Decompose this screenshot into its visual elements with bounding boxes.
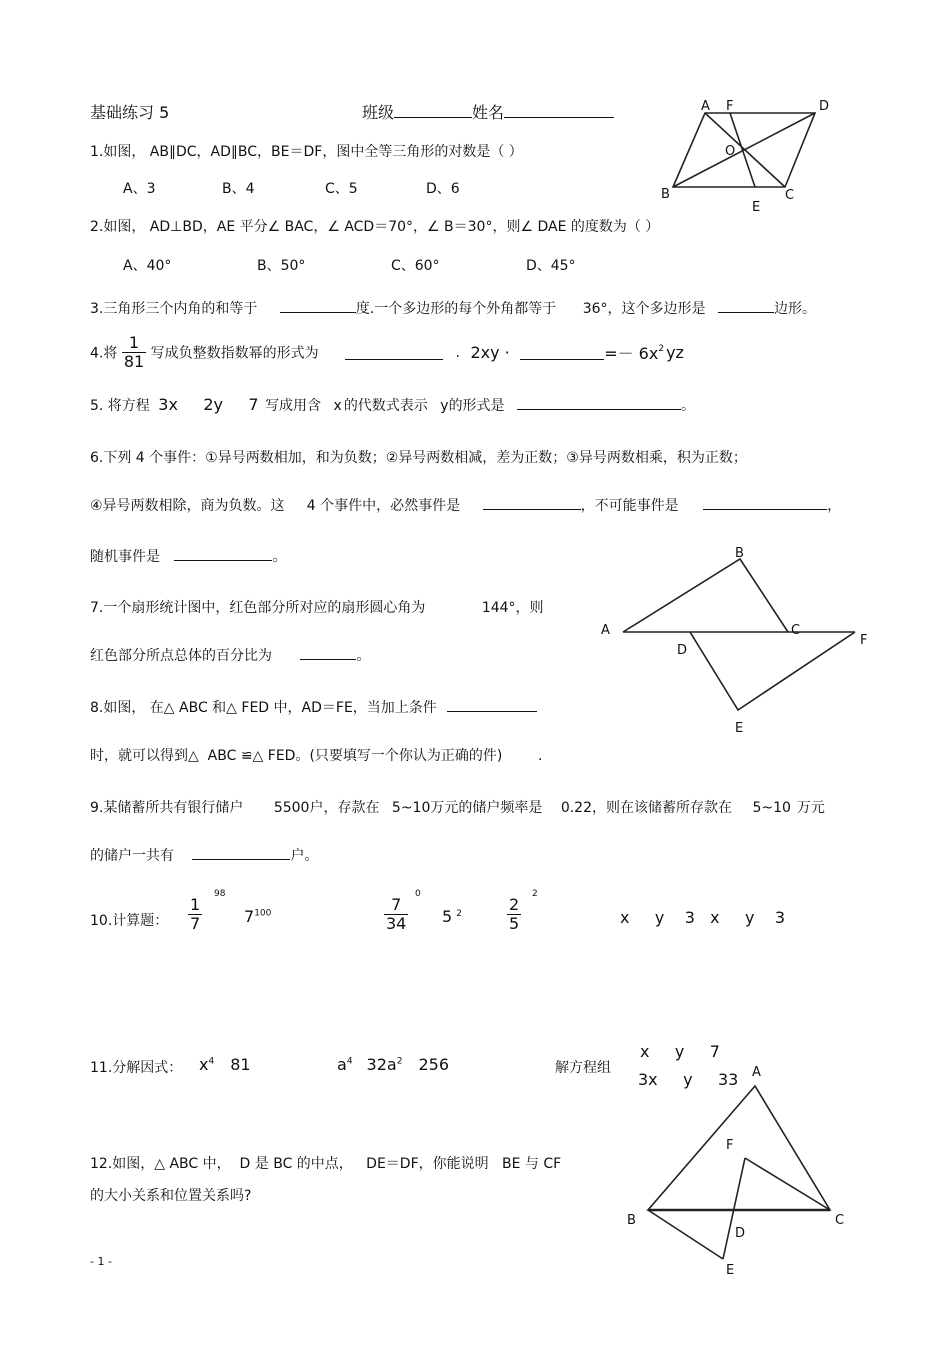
question-10-label: 10.计算题：: [90, 913, 169, 929]
label-C: C: [785, 188, 795, 203]
figure-triangles-abc-fed: [595, 540, 880, 740]
q4-frac-num: 1: [128, 333, 140, 352]
question-7-line-1: [90, 597, 544, 617]
q10-exp-2a: 2: [456, 908, 462, 919]
q4-expr-1: 2xy ·: [470, 343, 510, 362]
question-1: 1.如图， AB∥DC，AD∥BC，BE＝DF，图中全等三角形的对数是（ ）: [90, 144, 523, 160]
q11-system-label: 解方程组: [555, 1060, 611, 1076]
q10-five: [442, 907, 462, 926]
label-A: A: [701, 99, 710, 114]
q1-option-a[interactable]: A、3: [123, 181, 156, 197]
label-D: D: [735, 1226, 746, 1241]
q11-e2-exp2: 2: [396, 1056, 403, 1067]
q10-expr-4: x y 3 x y 3: [620, 908, 786, 927]
q10-seven-base: 7: [244, 907, 255, 926]
q10-frac-3: [507, 896, 521, 933]
q5-x-var: x: [333, 398, 342, 414]
name-blank[interactable]: [504, 103, 614, 118]
q11-system-eq-2: 3x y 33: [638, 1070, 739, 1089]
q11-system-eq-1: x y 7: [640, 1042, 720, 1061]
q11-expr-1: [199, 1055, 251, 1074]
question-8-line-1: [90, 697, 537, 717]
q11-e1-base: x: [199, 1055, 209, 1074]
question-4: [90, 334, 684, 371]
q9-text-a: 9.某储蓄所共有银行储户: [90, 800, 244, 816]
q10-exp-98: 98: [214, 889, 226, 899]
q4-exponent: 2: [658, 343, 665, 354]
segment-bd: [673, 113, 815, 187]
q7-angle: 144°: [481, 600, 516, 616]
q1-option-b[interactable]: B、4: [222, 181, 255, 197]
q9-text-g: 户。: [290, 848, 319, 864]
q4-blank-2[interactable]: [520, 345, 604, 360]
label-B: B: [735, 546, 744, 561]
q2-option-d[interactable]: D、45°: [526, 258, 576, 274]
q6-blank-random[interactable]: [174, 546, 272, 561]
q10-five-base: 5: [442, 907, 453, 926]
q4-frac-den: 81: [123, 352, 145, 371]
q2-option-c[interactable]: C、60°: [391, 258, 440, 274]
class-label: 班级: [362, 103, 395, 122]
q9-count: 5500: [273, 800, 310, 816]
q6-text-d: 随机事件是: [90, 549, 160, 565]
label-A: A: [752, 1065, 761, 1080]
q11-e1-exp: 4: [208, 1056, 215, 1067]
name-label: 姓名: [472, 103, 505, 122]
q4-prefix: 4.将: [90, 345, 118, 362]
q10-frac-2: [384, 896, 408, 933]
segment-fc: [745, 1158, 830, 1210]
q3-text-1: 3.三角形三个内角的和等于: [90, 301, 258, 317]
q7-blank[interactable]: [300, 645, 356, 660]
q9-text-c: 万元的储户频率是: [430, 800, 543, 816]
q10-expr-3: [507, 896, 521, 933]
q11-expr-2: [337, 1055, 449, 1074]
q6-blank-certain[interactable]: [483, 495, 581, 510]
q7-text-b: ，则: [515, 600, 544, 616]
q10-frac-3-den: 5: [509, 914, 520, 933]
q4-expr-3: yz: [666, 343, 684, 362]
q4-mid: 写成负整数指数幂的形式为: [150, 345, 319, 362]
label-E: E: [752, 200, 761, 215]
question-12-line-2: 的大小关系和位置关系吗?: [90, 1188, 252, 1204]
label-E: E: [735, 721, 744, 736]
label-O: O: [725, 144, 736, 159]
q3-blank-1[interactable]: [280, 298, 356, 313]
figure-parallelogram: [655, 95, 840, 220]
segment-fe: [723, 1158, 745, 1259]
label-C: C: [791, 623, 801, 638]
q5-blank[interactable]: [517, 395, 681, 410]
q3-blank-2[interactable]: [718, 298, 774, 313]
q10-exp-100: 100: [254, 908, 272, 919]
question-11-label: 11.分解因式：: [90, 1060, 183, 1076]
q10-frac-3-num: 2: [509, 895, 520, 914]
figure-triangle-abc-midpoint: [615, 1060, 865, 1280]
triangle-fed: [690, 632, 855, 710]
question-5: [90, 395, 695, 415]
q10-frac-1: [188, 896, 202, 933]
q9-text-b: 户，存款在: [309, 800, 380, 816]
q6-blank-impossible[interactable]: [703, 495, 827, 510]
q10-expr-2: [384, 896, 408, 933]
question-6-line-3: [90, 546, 286, 566]
question-6-line-2: [90, 495, 841, 515]
q5-mid: 写成用含: [265, 398, 322, 414]
q10-expr-1: [188, 896, 202, 933]
q10-seven: [244, 907, 271, 926]
question-8-line-2: 时，就可以得到△ ABC ≌△ FED。(只要填写一个你认为正确的件) .: [90, 748, 543, 764]
q2-option-b[interactable]: B、50°: [257, 258, 306, 274]
q6-text-e: 。: [272, 549, 287, 565]
q11-e2-mid: 32a: [366, 1055, 397, 1074]
q10-frac-2-den: 34: [386, 914, 407, 933]
q7-text-d: 。: [356, 648, 371, 664]
q6-text-c: ，: [827, 498, 842, 514]
q11-e1-rest: 81: [230, 1055, 251, 1074]
q10-frac-1-den: 7: [190, 914, 201, 933]
question-9-line-1: [90, 797, 825, 817]
q8-text-a: 8.如图， 在△ ABC 和△ FED 中，AD＝FE，当加上条件: [90, 700, 437, 716]
label-B: B: [627, 1213, 636, 1228]
q9-text-e: 万元: [796, 800, 825, 816]
q9-range-2: 5~10: [752, 800, 791, 816]
question-2: 2.如图， AD⊥BD，AE 平分∠ BAC，∠ ACD＝70°，∠ B＝30°，则∠ DAE 的度数为（ ）: [90, 219, 660, 235]
q1-option-c[interactable]: C、5: [325, 181, 358, 197]
q4-dot: .: [455, 344, 460, 361]
question-3: [90, 298, 816, 318]
q6-text-b: ，不可能事件是: [580, 498, 679, 514]
q5-y-var: y: [440, 398, 449, 414]
segment-be: [648, 1210, 723, 1259]
q6-text-a: ④异号两数相除，商为负数。这 4 个事件中，必然事件是: [90, 498, 461, 514]
q11-e2-base: a: [337, 1055, 347, 1074]
label-E: E: [726, 1263, 735, 1278]
q9-blank[interactable]: [192, 845, 290, 860]
q5-prefix: 5. 将方程: [90, 398, 150, 414]
question-12-line-1: 12.如图，△ ABC 中， D 是 BC 的中点， DE＝DF，你能说明 BE 与 CF: [90, 1156, 562, 1172]
label-B: B: [661, 187, 670, 202]
triangle-abc: [623, 559, 788, 632]
label-D: D: [677, 643, 688, 658]
label-F: F: [860, 633, 868, 648]
question-9-line-2: [90, 845, 318, 865]
page-title: 基础练习 5: [90, 103, 170, 122]
q10-exp-2b: 2: [532, 889, 538, 899]
label-F: F: [726, 1138, 734, 1153]
q10-frac-2-num: 7: [391, 895, 402, 914]
q10-exp-0: 0: [415, 889, 421, 899]
q5-equation: 3x 2y 7: [158, 395, 259, 414]
q4-fraction: [122, 334, 146, 371]
q9-frequency: 0.22: [560, 800, 592, 816]
q9-range-1: 5~10: [391, 800, 431, 816]
q8-blank[interactable]: [447, 697, 537, 712]
q11-e2-rest: 256: [418, 1055, 449, 1074]
q5-mid2: 的代数式表示: [343, 398, 428, 414]
label-F: F: [726, 99, 734, 114]
q10-frac-1-num: 1: [190, 895, 201, 914]
q9-text-f: 的储户一共有: [90, 848, 174, 864]
page-number: - 1 -: [90, 1255, 112, 1268]
q4-expr-2: =－ 6x: [604, 344, 659, 363]
q2-option-a[interactable]: A、40°: [123, 258, 172, 274]
q1-option-d[interactable]: D、6: [426, 181, 460, 197]
triangle-abc: [648, 1086, 830, 1210]
q3-text-3: ，这个多边形是: [607, 301, 706, 317]
q11-e2-exp: 4: [346, 1056, 353, 1067]
q3-text-2: 度.一个多边形的每个外角都等于: [355, 301, 557, 317]
label-A: A: [601, 623, 610, 638]
q7-text-a: 7.一个扇形统计图中，红色部分所对应的扇形圆心角为: [90, 600, 426, 616]
q9-text-d: ，则在该储蓄所存款在: [591, 800, 732, 816]
label-D: D: [819, 99, 830, 114]
q3-text-4: 边形。: [774, 301, 816, 317]
q4-blank-1[interactable]: [345, 345, 443, 360]
class-field: [362, 100, 614, 123]
q7-text-c: 红色部分所点总体的百分比为: [90, 648, 272, 664]
question-7-line-2: [90, 645, 370, 665]
label-C: C: [835, 1213, 845, 1228]
q3-angle: 36°: [582, 301, 608, 317]
q5-suffix: 的形式是: [448, 398, 505, 414]
question-6-line-1: 6.下列 4 个事件：①异号两数相加，和为负数；②异号两数相减，差为正数；③异号两数相乘，积为正数；: [90, 450, 747, 466]
class-blank[interactable]: [394, 103, 472, 118]
q5-end: 。: [681, 398, 696, 414]
